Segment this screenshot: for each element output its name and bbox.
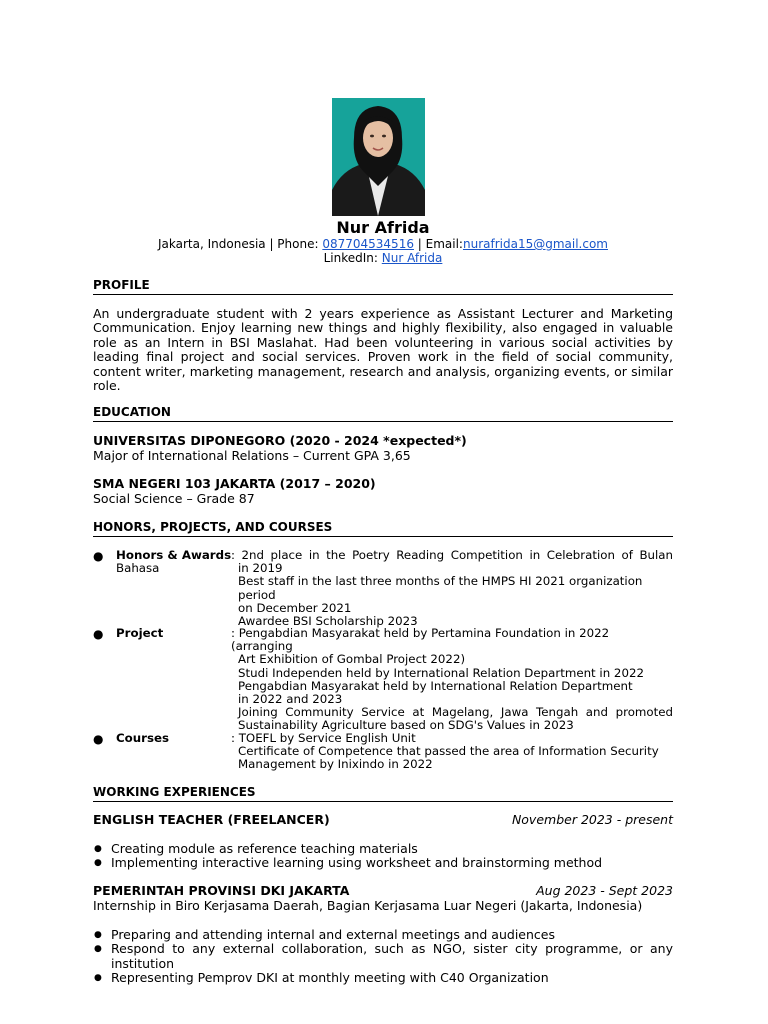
list-item: ● Preparing and attending internal and external meetings and audiences [93, 928, 673, 942]
education-school-2: SMA NEGERI 103 JAKARTA (2017 – 2020) [93, 476, 376, 491]
job-title-text: PEMERINTAH PROVINSI DKI JAKARTA [93, 883, 350, 898]
bullet-icon: ● [93, 549, 104, 563]
courses-line: Management by Inixindo in 2022 [238, 757, 433, 772]
project-line: in 2022 and 2023 [238, 692, 343, 707]
job-2-bullets [93, 928, 673, 986]
person-photo-icon [332, 98, 425, 216]
bullet-icon: ● [93, 732, 104, 746]
linkedin-label: LinkedIn: [323, 251, 382, 265]
job-date: November 2023 - present [511, 812, 673, 827]
profile-photo [332, 98, 425, 216]
linkedin-line [93, 251, 673, 265]
job-date: Aug 2023 - Sept 2023 [536, 883, 673, 898]
education-detail-1: Major of International Relations – Current GPA 3,65 [93, 448, 411, 463]
bullet-icon: ● [93, 627, 104, 641]
project-line: Joining Community Service at Magelang, Jawa Tengah and promoted [238, 705, 673, 720]
list-item: ● Representing Pemprov DKI at monthly meeting with C40 Organization [93, 971, 673, 985]
job-title-text: ENGLISH TEACHER (FREELANCER) [93, 812, 330, 827]
job-title-2 [93, 884, 673, 898]
project-line: Sustainability Agriculture based on SDG's Values in 2023 [238, 718, 574, 733]
list-item: ● Creating module as reference teaching materials [93, 842, 673, 856]
honors-line: Best staff in the last three months of the HMPS HI 2021 organization period [238, 574, 643, 602]
honors-line: : 2nd place in the Poetry Reading Competition in Celebration of Bulan [231, 548, 673, 562]
honors-line: Awardee BSI Scholarship 2023 [238, 614, 418, 629]
section-heading-education: EDUCATION [93, 405, 673, 422]
courses-line: : TOEFL by Service English Unit [231, 731, 416, 745]
courses-label: Courses [116, 731, 170, 745]
job-title-1 [93, 813, 673, 827]
contact-line [93, 237, 673, 251]
education-school-1: UNIVERSITAS DIPONEGORO (2020 - 2024 *expected*) [93, 433, 467, 448]
section-heading-honors: HONORS, PROJECTS, AND COURSES [93, 520, 673, 537]
honors-line: in 2019 [238, 561, 283, 576]
email-label: | Email: [413, 237, 463, 251]
honors-values [231, 549, 673, 628]
project-values [231, 627, 673, 733]
project-line: Studi Independen held by International Relation Department in 2022 [238, 665, 644, 680]
honors-label-text: Honors & Awards [116, 548, 232, 562]
courses-values [231, 732, 673, 772]
honors-line: on December 2021 [238, 600, 352, 615]
job-1-bullets [93, 842, 673, 871]
courses-line: Certificate of Competence that passed the area of Information Security [238, 744, 659, 759]
list-item: ● Respond to any external collaboration, such as NGO, sister city programme, or any institution [93, 942, 673, 971]
section-heading-profile: PROFILE [93, 278, 673, 295]
education-detail-2: Social Science – Grade 87 [93, 491, 255, 506]
phone-link[interactable]: 087704534516 [322, 237, 414, 251]
email-link[interactable]: nurafrida15@gmail.com [462, 237, 608, 251]
section-heading-work: WORKING EXPERIENCES [93, 785, 673, 802]
honors-label [116, 549, 231, 575]
project-label: Project [116, 626, 164, 640]
profile-text: An undergraduate student with 2 years experience as Assistant Lecturer and Marketing Communication. Enjoy learning new things and highly flexibility, also engaged in valuable role as an Intern in BSI Maslahat. Had been volunteering in various social activities by leading final project and social services. Proven work in the field of social community, content writer, marketing management, research and analysis, organizing events, or similar role. [93, 306, 673, 394]
candidate-name: Nur Afrida [336, 218, 430, 237]
project-line: Pengabdian Masyarakat held by International Relation Department [238, 678, 633, 693]
location-phone-label: Jakarta, Indonesia | Phone: [158, 237, 323, 251]
honors-label-continuation: Bahasa [116, 561, 160, 576]
job-2-subtitle: Internship in Biro Kerjasama Daerah, Bagian Kerjasama Luar Negeri (Jakarta, Indonesia) [93, 898, 643, 913]
linkedin-link[interactable]: Nur Afrida [381, 251, 443, 265]
project-line: Art Exhibition of Gombal Project 2022) [238, 652, 466, 667]
list-item: ● Implementing interactive learning using worksheet and brainstorming method [93, 856, 673, 870]
project-line: : Pengabdian Masyarakat held by Pertamina Foundation in 2022 (arranging [231, 626, 610, 654]
